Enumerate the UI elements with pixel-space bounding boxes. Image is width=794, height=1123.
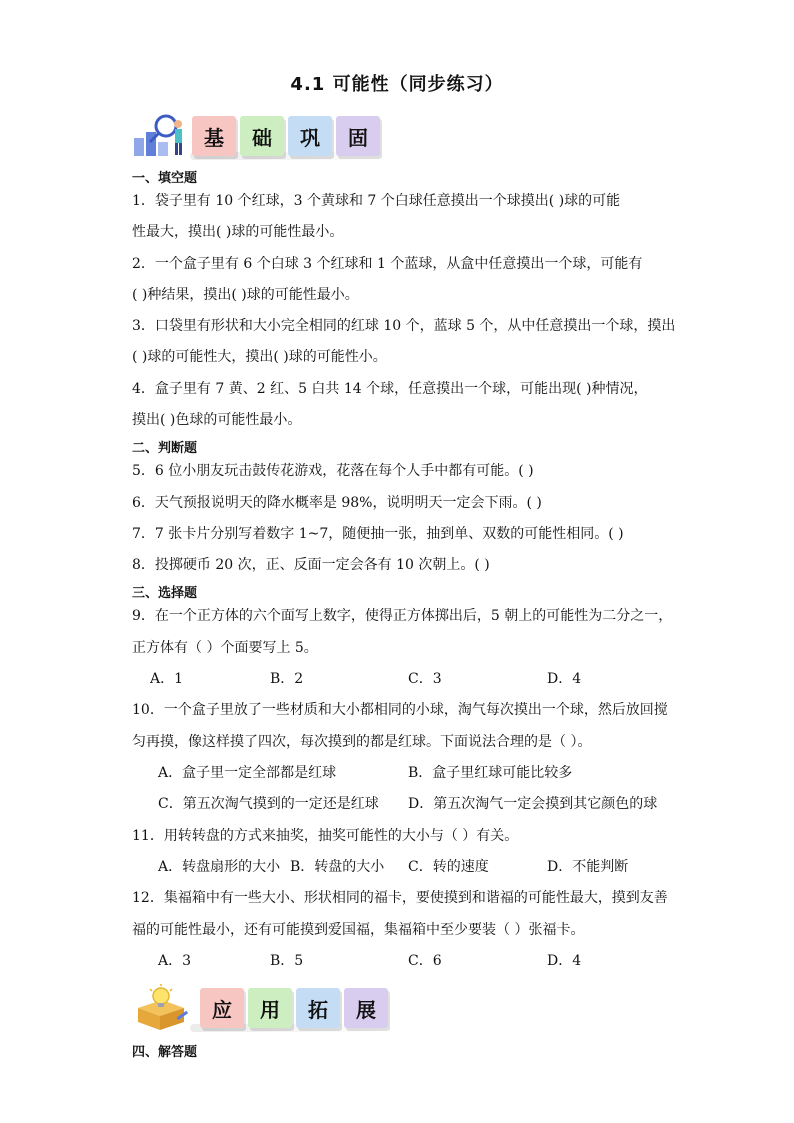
- q2-line1: 2．一个盒子里有 6 个白球 3 个红球和 1 个蓝球，从盒中任意摸出一个球，可能有: [132, 256, 643, 272]
- section-heading-answer: 四、解答题: [132, 1045, 198, 1060]
- banner-tile: 础: [240, 116, 284, 156]
- option-b: B．5: [270, 953, 304, 969]
- q10-options-row1: [150, 763, 690, 783]
- banner-tile: 巩: [288, 116, 332, 156]
- banner-tile: 拓: [296, 988, 340, 1028]
- q9-options: [150, 669, 690, 689]
- q10-line2: 匀再摸，像这样摸了四次，每次摸到的都是红球。下面说法合理的是（ ）。: [132, 734, 592, 750]
- q7-line: 7．7 张卡片分别写着数字 1~7，随便抽一张，抽到单、双数的可能性相同。( ): [132, 526, 624, 542]
- option-a: A．盒子里一定全部都是红球: [158, 765, 337, 781]
- q8-line: 8．投掷硬币 20 次，正、反面一定会各有 10 次朝上。( ): [132, 557, 490, 573]
- page-title: 4.1 可能性（同步练习）: [290, 74, 504, 95]
- q1-line2: 性最大，摸出( )球的可能性最小。: [132, 224, 344, 240]
- q6-line: 6．天气预报说明天的降水概率是 98%，说明明天一定会下雨。( ): [132, 495, 542, 511]
- option-d: D．不能判断: [547, 859, 629, 875]
- magnifier-figure-icon: [132, 112, 190, 158]
- option-c: C．第五次淘气摸到的一定还是红球: [158, 796, 379, 812]
- option-a: A．3: [158, 953, 192, 969]
- option-b: B．转盘的大小: [290, 859, 385, 875]
- q12-line1: 12．集福箱中有一些大小、形状相同的福卡，要使摸到和谐福的可能性最大，摸到友善: [132, 890, 668, 906]
- banner-tiles: [192, 116, 380, 156]
- lightbulb-box-icon: [132, 984, 190, 1030]
- banner-tile: 展: [344, 988, 388, 1028]
- q11-line1: 11．用转转盘的方式来抽奖，抽奖可能性的大小与（ ）有关。: [132, 828, 519, 844]
- option-a: A．转盘扇形的大小: [158, 859, 281, 875]
- banner-tiles: [200, 988, 388, 1028]
- q4-line2: 摸出( )色球的可能性最小。: [132, 412, 302, 428]
- section-heading-judge: 二、判断题: [132, 441, 198, 456]
- option-d: D．4: [547, 953, 582, 969]
- q12-options: [150, 951, 690, 971]
- banner-tile: 固: [336, 116, 380, 156]
- q5-line: 5．6 位小朋友玩击鼓传花游戏，花落在每个人手中都有可能。( ): [132, 463, 534, 479]
- banner-basic: [132, 112, 392, 158]
- q10-line1: 10．一个盒子里放了一些材质和大小都相同的小球，淘气每次摸出一个球，然后放回搅: [132, 702, 668, 718]
- q9-line2: 正方体有（ ）个面要写上 5。: [132, 640, 318, 656]
- banner-tile: 应: [200, 988, 244, 1028]
- q1-line1: 1．袋子里有 10 个红球，3 个黄球和 7 个白球任意摸出一个球摸出( )球的可能: [132, 193, 621, 209]
- q10-options-row2: [150, 794, 690, 814]
- q4-line1: 4．盒子里有 7 黄、2 红、5 白共 14 个球，任意摸出一个球，可能出现( )种情况，: [132, 381, 648, 397]
- option-d: D．4: [547, 671, 582, 687]
- banner-tile: 用: [248, 988, 292, 1028]
- q11-options: [150, 857, 690, 877]
- q3-line1: 3．口袋里有形状和大小完全相同的红球 10 个，蓝球 5 个，从中任意摸出一个球，摸出: [132, 318, 676, 334]
- q9-line1: 9．在一个正方体的六个面写上数字，使得正方体掷出后，5 朝上的可能性为二分之一，: [132, 608, 673, 624]
- option-b: B．2: [270, 671, 304, 687]
- option-a: A．1: [150, 671, 184, 687]
- option-c: C．3: [408, 671, 442, 687]
- section-heading-fill: 一、填空题: [132, 171, 198, 186]
- banner-apply: [132, 984, 402, 1030]
- q2-line2: ( )种结果，摸出( )球的可能性最小。: [132, 287, 359, 303]
- q12-line2: 福的可能性最小，还有可能摸到爱国福，集福箱中至少要装（ ）张福卡。: [132, 922, 585, 938]
- option-d: D．第五次淘气一定会摸到其它颜色的球: [408, 796, 658, 812]
- option-c: C．6: [408, 953, 442, 969]
- banner-tile: 基: [192, 116, 236, 156]
- q3-line2: ( )球的可能性大，摸出( )球的可能性小。: [132, 349, 387, 365]
- option-b: B．盒子里红球可能比较多: [408, 765, 573, 781]
- option-c: C．转的速度: [408, 859, 489, 875]
- section-heading-choice: 三、选择题: [132, 586, 198, 601]
